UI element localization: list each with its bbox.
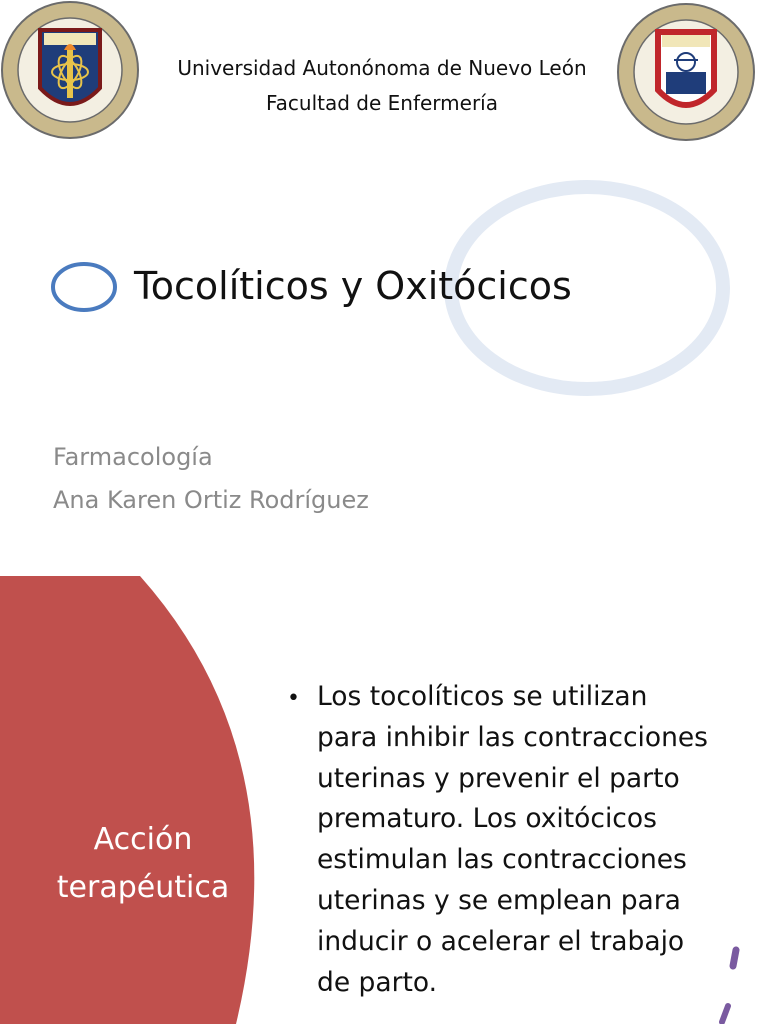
decorative-strokes-icon	[700, 936, 750, 1024]
faculty-name: Facultad de Enfermería	[265, 91, 498, 115]
bullet-icon: •	[287, 686, 300, 711]
course-name: Farmacología	[53, 443, 213, 471]
university-name: Universidad Autonónoma de Nuevo León	[177, 56, 587, 80]
accent-shape	[0, 576, 270, 1024]
bullet-text: Los tocolíticos se utilizan para inhibir las contracciones uterinas y prevenir el parto prematuro. Los oxitócicos estimulan las contracciones uterinas y se emplean para inducir o acelerar el trabajo de parto.	[317, 681, 708, 998]
slide-title: Tocolíticos y Oxitócicos	[134, 264, 572, 308]
university-seal-icon	[0, 0, 140, 140]
title-ring-icon	[50, 260, 122, 316]
content-slide	[0, 576, 768, 1024]
author-name: Ana Karen Ortiz Rodríguez	[53, 486, 369, 514]
section-label: Acción terapéutica	[56, 822, 230, 905]
nursing-faculty-seal-icon	[616, 2, 756, 142]
